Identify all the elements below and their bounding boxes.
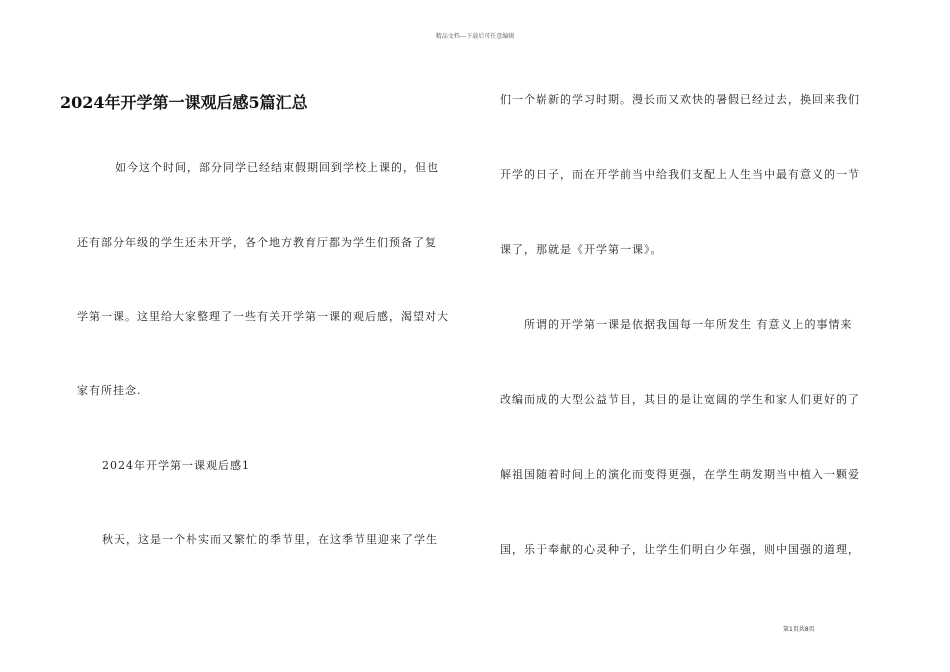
- paragraph-line: 国，乐于奉献的心灵种子，让学生们明白少年强，则中国强的道理，: [500, 543, 860, 556]
- page-number: 第1页共8页: [783, 626, 815, 633]
- paragraph-line: 解祖国随着时间上的演化而变得更强，在学生萌发期当中植入一颗爱: [500, 468, 860, 481]
- paragraph-line: 秋天，这是一个朴实而又繁忙的季节里，在这季节里迎来了学生: [102, 533, 438, 546]
- paragraph-line: 如今这个时间，部分同学已经结束假期回到学校上课的，但也: [115, 161, 439, 174]
- header-note: 精品文档---下载后可任意编辑: [435, 33, 515, 40]
- paragraph-line: 家有所挂念.: [77, 384, 142, 397]
- paragraph-line: 开学的日子，而在开学前当中给我们支配上人生当中最有意义的一节: [500, 168, 860, 181]
- paragraph-line: 课了，那就是《开学第一课》。: [500, 243, 663, 256]
- paragraph-line: 学第一课。这里给大家整理了一些有关开学第一课的观后感，渴望对大: [77, 310, 449, 323]
- paragraph-line: 们一个崭新的学习时期。漫长而又欢快的暑假已经过去，换回来我们: [500, 93, 860, 106]
- paragraph-line: 所谓的开学第一课是依据我国每一年所发生 有意义上的事情来: [524, 318, 853, 331]
- section-heading: 2024年开学第一课观后感1: [102, 459, 250, 472]
- document-title: 2024年开学第一课观后感5篇汇总: [60, 93, 308, 112]
- paragraph-line: 还有部分年级的学生还未开学，各个地方教育厅都为学生们预备了复: [77, 236, 437, 249]
- paragraph-line: 改编而成的大型公益节目，其目的是让宽阔的学生和家人们更好的了: [500, 393, 860, 406]
